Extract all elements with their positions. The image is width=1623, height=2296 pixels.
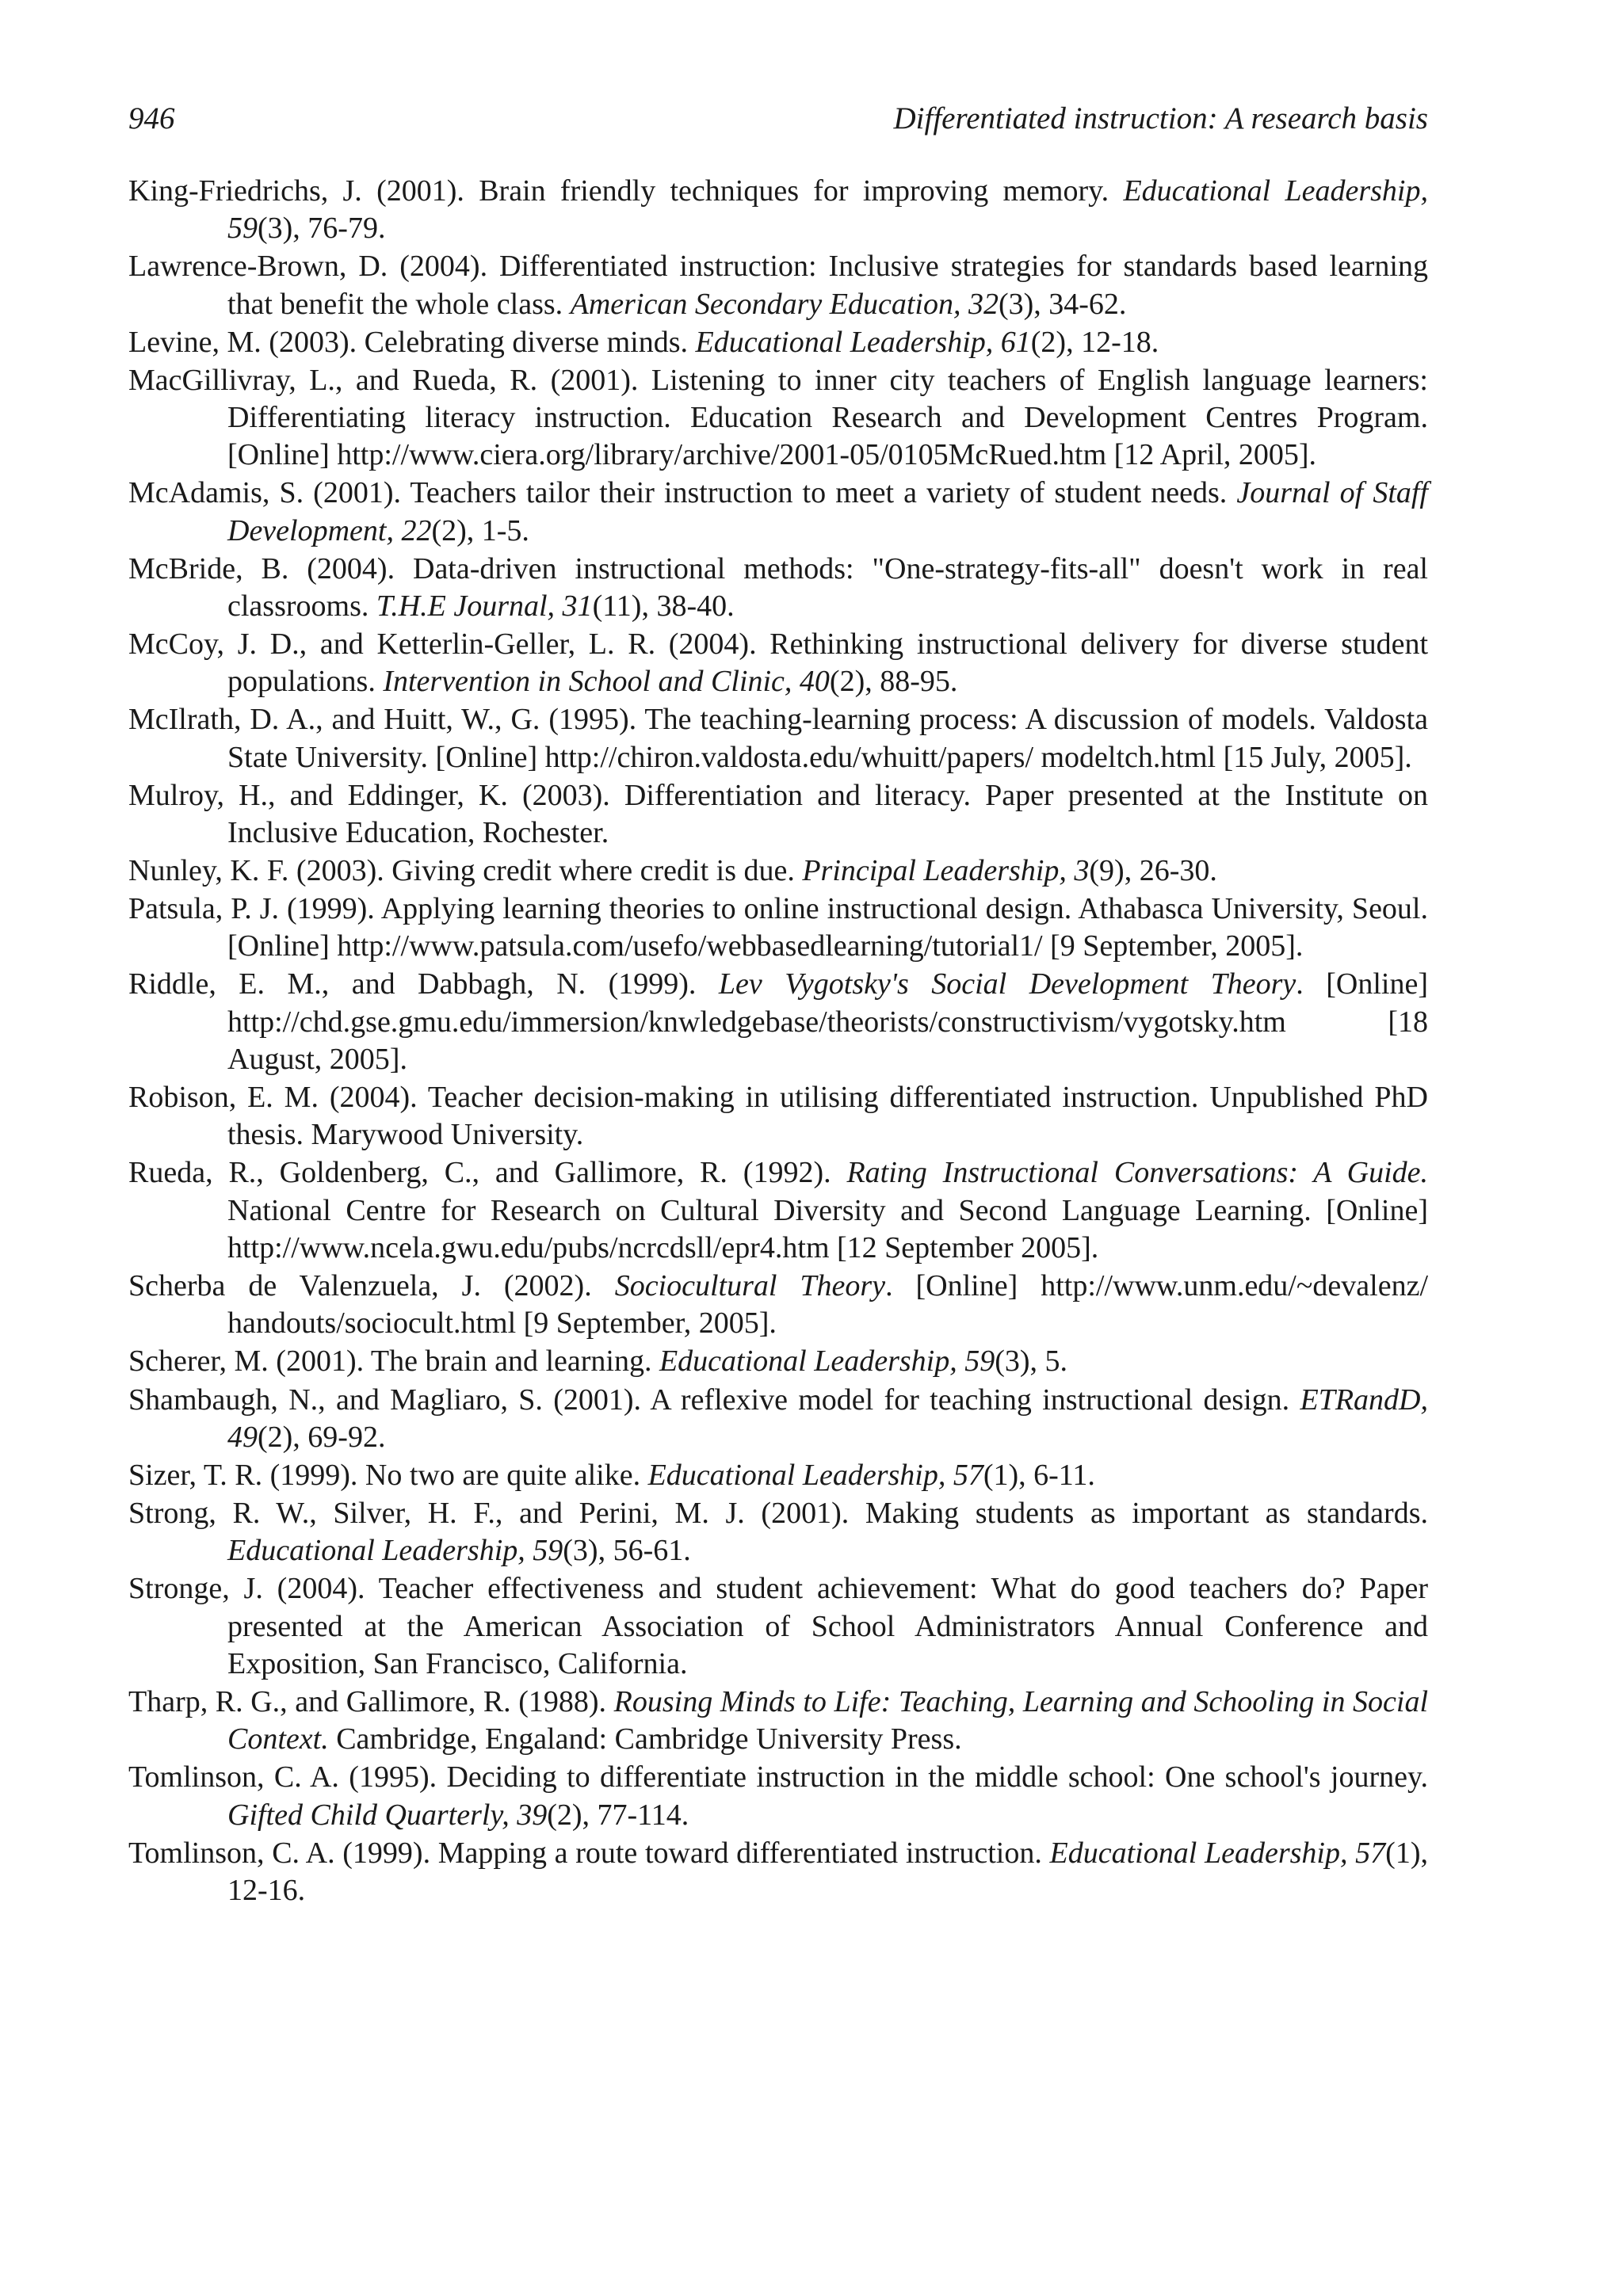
reference-text: Tomlinson, C. A. (1995). Deciding to differentiate instruction in the middle school: One school's journey.: [128, 1760, 1428, 1794]
page-number: 946: [128, 101, 175, 135]
reference-text: (3), 5.: [995, 1344, 1068, 1379]
reference-text: Scherer, M. (2001). The brain and learning.: [128, 1344, 659, 1379]
reference-text: (2), 77-114.: [547, 1798, 689, 1832]
reference-entry: [128, 1835, 1428, 1910]
reference-source-title: Lev Vygotsky's Social Development Theory: [718, 967, 1296, 1001]
reference-text: McIlrath, D. A., and Huitt, W., G. (1995). The teaching-learning process: A discussion of models. Valdosta State University. [Online] http://chiron.valdosta.edu/whuitt/papers/ modeltch.html [15 July, 2005].: [128, 703, 1428, 774]
reference-entry: [128, 1457, 1428, 1494]
reference-source-title: Educational Leadership, 61: [695, 325, 1031, 359]
reference-source-title: Educational Leadership, 57: [647, 1458, 983, 1492]
reference-source-title: Educational Leadership, 57: [1049, 1836, 1386, 1870]
reference-text: National Centre for Research on Cultural Diversity and Second Language Learning. [Online] http://www.ncela.gwu.edu/pubs/ncrcdsll/epr4.htm [12 September 2005].: [227, 1193, 1428, 1265]
reference-entry: [128, 1079, 1428, 1154]
reference-text: (2), 69-92.: [258, 1420, 386, 1454]
reference-entry: [128, 777, 1428, 852]
reference-entry: [128, 551, 1428, 626]
reference-text: McBride, B. (2004). Data-driven instructional methods: "One-strategy-fits-all" doesn't work in real classrooms.: [128, 551, 1428, 624]
reference-entry: [128, 1343, 1428, 1380]
reference-text: McCoy, J. D., and Ketterlin-Geller, L. R. (2004). Rethinking instructional delivery for diverse student populations.: [128, 627, 1428, 699]
reference-entry: [128, 1495, 1428, 1570]
reference-text: Levine, M. (2003). Celebrating diverse minds.: [128, 325, 696, 359]
reference-entry: [128, 1684, 1428, 1759]
reference-entry: [128, 701, 1428, 776]
reference-text: (2), 1-5.: [431, 513, 529, 547]
reference-source-title: Principal Leadership, 3: [802, 854, 1090, 888]
reference-text: Shambaugh, N., and Magliaro, S. (2001). A reflexive model for teaching instructional design.: [128, 1383, 1300, 1417]
reference-source-title: Educational Leadership, 59: [227, 1534, 563, 1568]
reference-text: Robison, E. M. (2004). Teacher decision-making in utilising differentiated instruction. Unpublished PhD thesis. Marywood University.: [128, 1081, 1428, 1152]
reference-source-title: Rousing Minds to Life: Teaching, Learning and Schooling in Social Context.: [227, 1684, 1429, 1756]
reference-text: Scherba de Valenzuela, J. (2002).: [128, 1269, 615, 1303]
reference-source-title: American Secondary Education, 32: [570, 287, 999, 321]
reference-list: [128, 173, 1428, 1910]
reference-source-title: Journal of Staff Development, 22: [227, 476, 1428, 547]
reference-text: McAdamis, S. (2001). Teachers tailor their instruction to meet a variety of student needs.: [128, 476, 1237, 510]
reference-entry: [128, 1382, 1428, 1457]
reference-text: Nunley, K. F. (2003). Giving credit where credit is due.: [128, 854, 803, 888]
reference-text: (9), 26-30.: [1089, 854, 1217, 888]
reference-entry: [128, 966, 1428, 1078]
reference-source-title: Educational Leadership, 59: [659, 1344, 995, 1379]
reference-text: . [Online] http://www.unm.edu/~devalenz/ handouts/sociocult.html [9 September, 2005].: [227, 1269, 1428, 1341]
reference-text: (3), 76-79.: [258, 212, 386, 246]
reference-entry: [128, 626, 1428, 701]
reference-text: Lawrence-Brown, D. (2004). Differentiated instruction: Inclusive strategies for standards based learning that benefit the whole class.: [128, 250, 1428, 321]
reference-text: (11), 38-40.: [592, 589, 735, 624]
reference-text: Strong, R. W., Silver, H. F., and Perini, M. J. (2001). Making students as important as standards.: [128, 1496, 1428, 1530]
reference-entry: [128, 1154, 1428, 1267]
reference-text: Cambridge, Engaland: Cambridge University Press.: [328, 1722, 962, 1756]
reference-source-title: Sociocultural Theory: [614, 1269, 886, 1303]
running-title: Differentiated instruction: A research basis: [893, 101, 1428, 135]
reference-source-title: ETRandD, 49: [227, 1383, 1428, 1454]
running-head: [128, 98, 1428, 139]
reference-entry: [128, 173, 1428, 248]
reference-text: (2), 12-18.: [1030, 325, 1159, 359]
reference-entry: [128, 362, 1428, 475]
reference-text: Sizer, T. R. (1999). No two are quite alike.: [128, 1458, 648, 1492]
reference-text: . [Online] http://chd.gse.gmu.edu/immersion/knwledgebase/theorists/constructivism/vygotsky.htm [18 August, 2005].: [227, 967, 1428, 1077]
reference-text: Tharp, R. G., and Gallimore, R. (1988).: [128, 1684, 614, 1718]
reference-text: Riddle, E. M., and Dabbagh, N. (1999).: [128, 967, 719, 1001]
reference-entry: [128, 852, 1428, 890]
reference-text: Tomlinson, C. A. (1999). Mapping a route toward differentiated instruction.: [128, 1836, 1050, 1870]
reference-entry: [128, 475, 1428, 550]
reference-text: (2), 88-95.: [829, 665, 958, 699]
reference-text: MacGillivray, L., and Rueda, R. (2001). Listening to inner city teachers of English language learners: Differentiating literacy instruction. Education Research and Development Centres Program. [Online] http://www.ciera.org/library/archive/2001-05/0105McRued.htm [12 April, 2005].: [128, 363, 1428, 472]
reference-text: (3), 56-61.: [563, 1534, 691, 1568]
reference-source-title: Educational Leadership, 59: [227, 174, 1428, 246]
reference-source-title: Intervention in School and Clinic, 40: [383, 665, 830, 699]
reference-text: Mulroy, H., and Eddinger, K. (2003). Differentiation and literacy. Paper presented at the Institute on Inclusive Education, Rochester.: [128, 778, 1428, 850]
reference-text: (1), 6-11.: [983, 1458, 1095, 1492]
reference-text: (3), 34-62.: [998, 287, 1127, 321]
reference-entry: [128, 1268, 1428, 1343]
reference-entry: [128, 324, 1428, 361]
reference-entry: [128, 248, 1428, 323]
reference-text: Patsula, P. J. (1999). Applying learning theories to online instructional design. Athabasca University, Seoul. [Online] http://www.patsula.com/usefo/webbasedlearning/tutorial1/ [9 September, 2005].: [128, 892, 1428, 963]
reference-source-title: Gifted Child Quarterly, 39: [227, 1798, 548, 1832]
reference-text: King-Friedrichs, J. (2001). Brain friendly techniques for improving memory.: [128, 174, 1124, 208]
reference-source-title: T.H.E Journal, 31: [376, 589, 593, 624]
reference-entry: [128, 1570, 1428, 1683]
reference-entry: [128, 891, 1428, 966]
reference-text: Rueda, R., Goldenberg, C., and Gallimore, R. (1992).: [128, 1156, 847, 1190]
reference-text: (1), 12-16.: [227, 1836, 1428, 1907]
reference-text: Stronge, J. (2004). Teacher effectiveness and student achievement: What do good teachers do? Paper presented at the American Association of School Administrators Annual Conference and Exposition, San Francisco, California.: [128, 1572, 1428, 1680]
reference-entry: [128, 1759, 1428, 1834]
reference-source-title: Rating Instructional Conversations: A Guide.: [846, 1156, 1428, 1190]
